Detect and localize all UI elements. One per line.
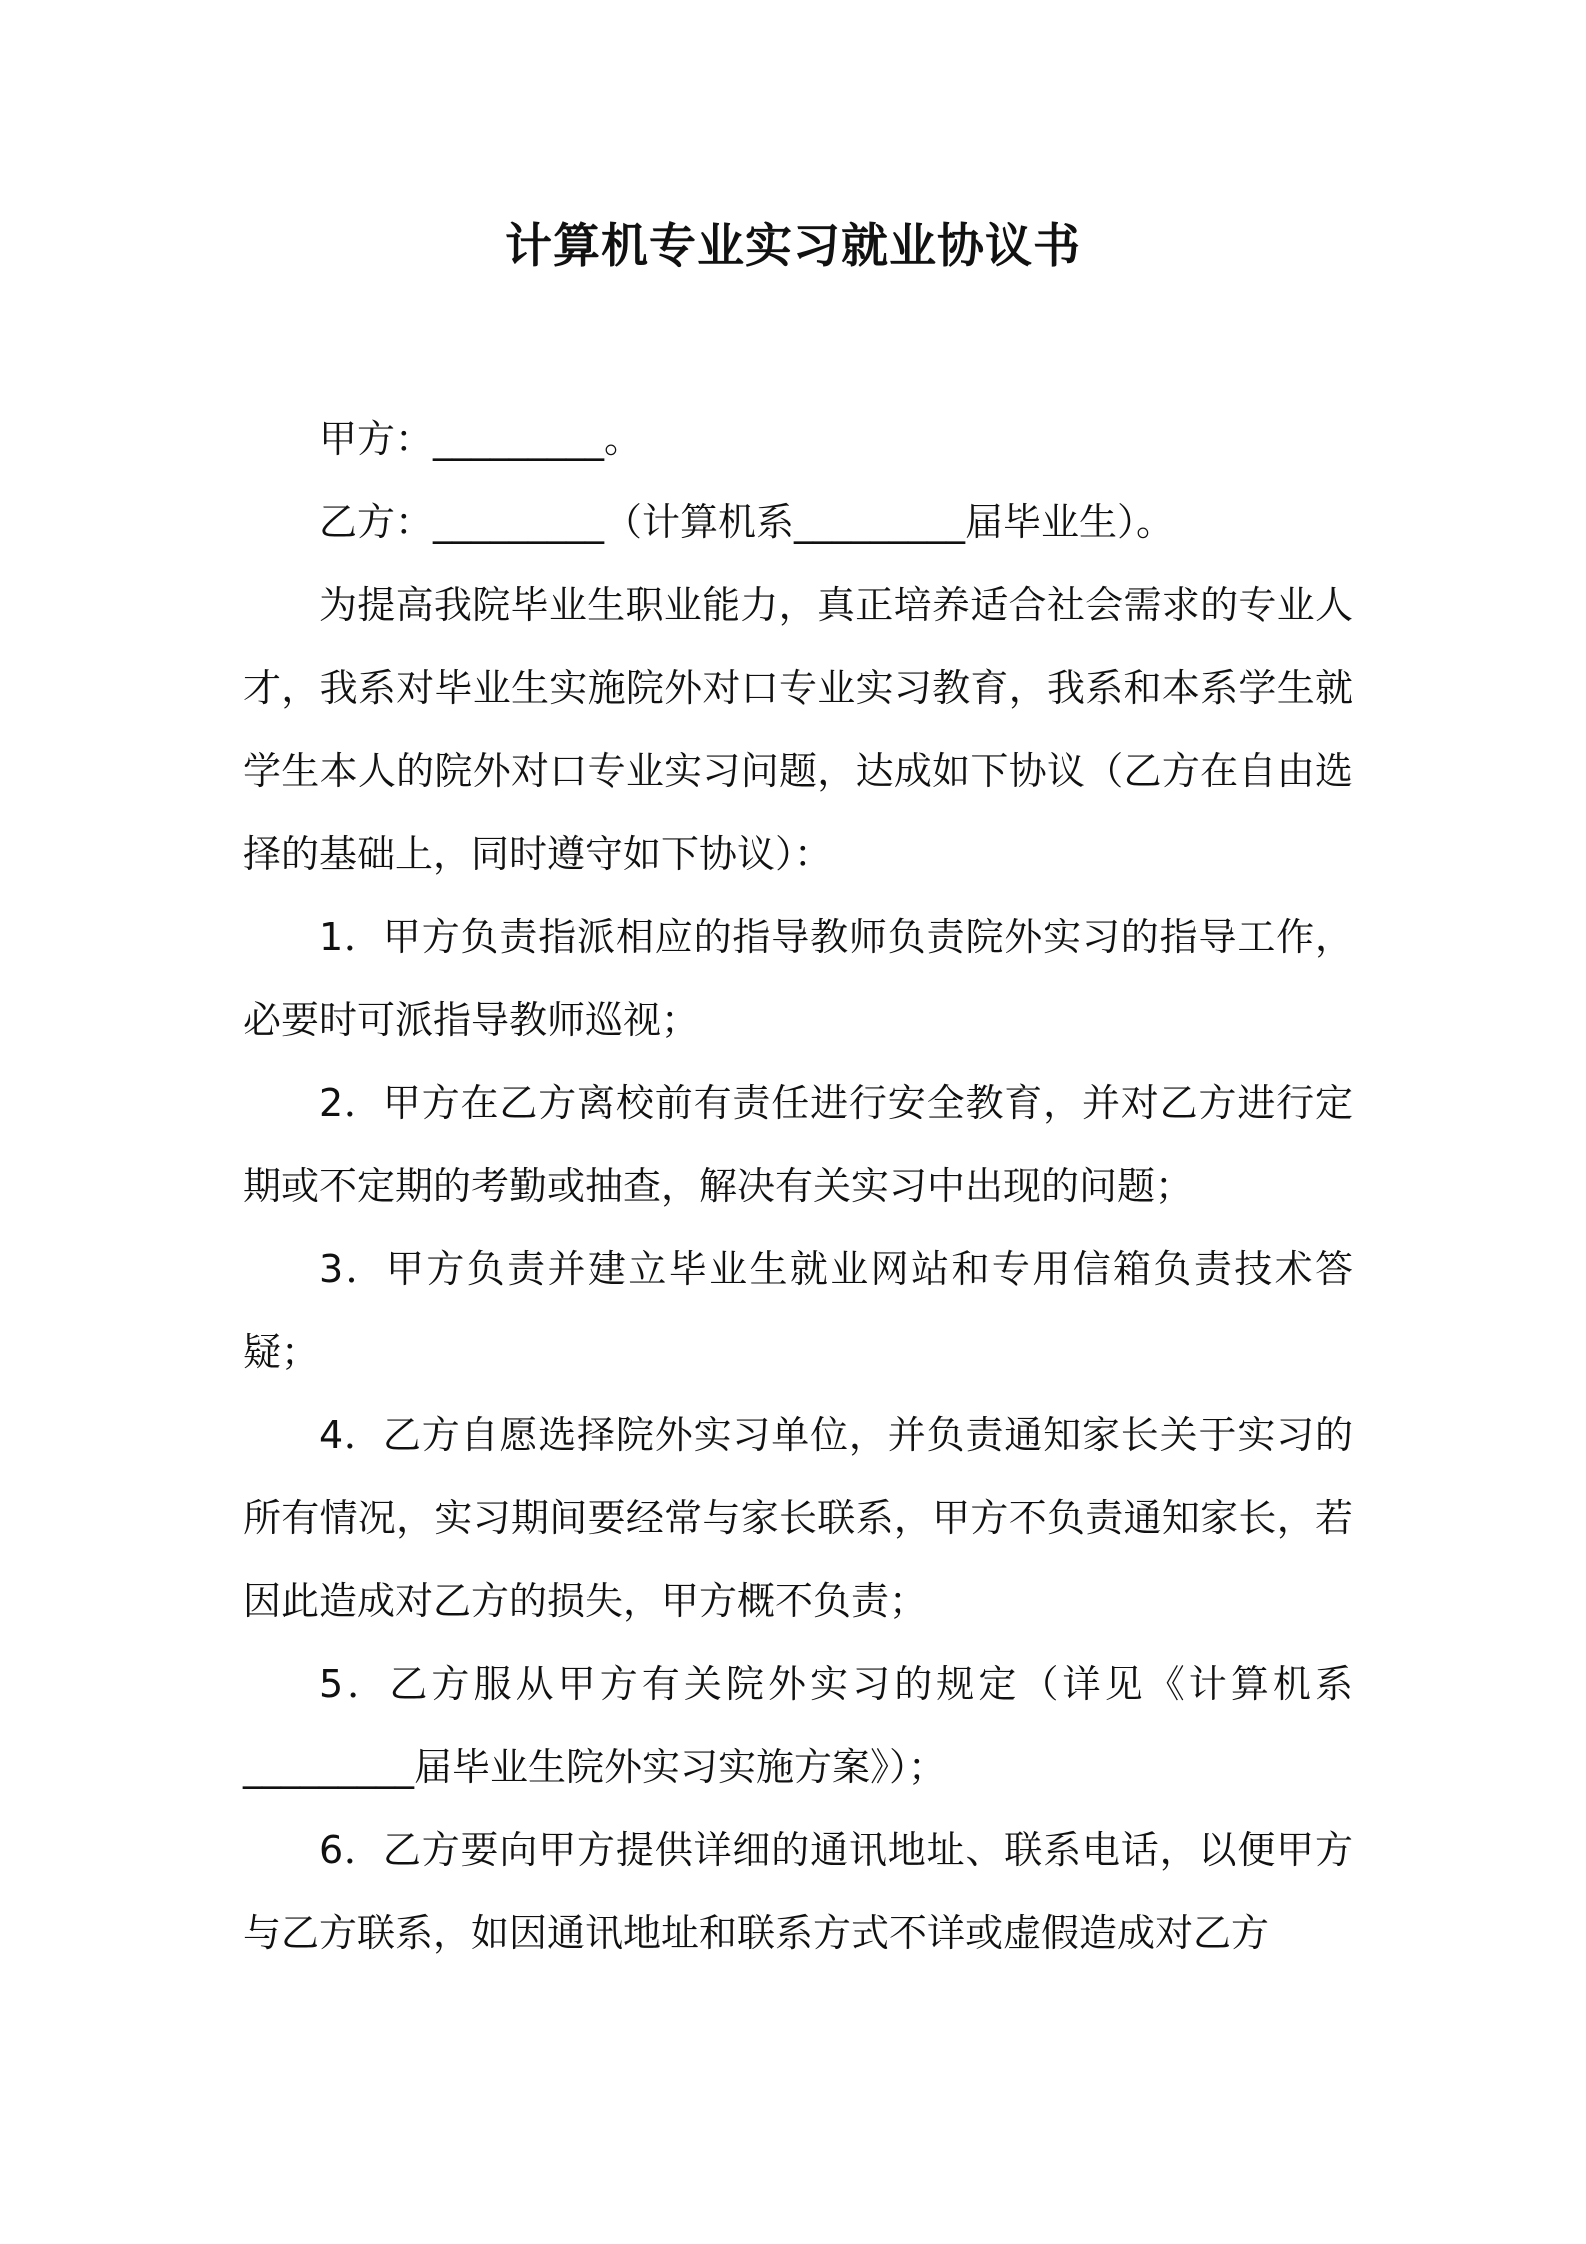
clause-1: 1．甲方负责指派相应的指导教师负责院外实习的指导工作，必要时可派指导教师巡视； [243, 915, 1353, 1042]
clause-3: 3．甲方负责并建立毕业生就业网站和专用信箱负责技术答疑； [243, 1247, 1353, 1374]
party-a-line: 甲方：_________。 [319, 417, 643, 461]
preamble-paragraph: 为提高我院毕业生职业能力，真正培养适合社会需求的专业人才，我系对毕业生实施院外对口专业实习教育，我系和本系学生就学生本人的院外对口专业实习问题，达成如下协议（乙方在自由选择的基础上，同时遵守如下协议）： [243, 583, 1353, 876]
document-title: 计算机专业实习就业协议书 [505, 219, 1081, 274]
clause-6: 6．乙方要向甲方提供详细的通讯地址、联系电话，以便甲方与乙方联系，如因通讯地址和联系方式不详或虚假造成对乙方 [243, 1828, 1353, 1955]
clause-5: 5．乙方服从甲方有关院外实习的规定（详见《计算机系_________届毕业生院外实习实施方案》）； [243, 1662, 1353, 1789]
party-b-line: 乙方：_________（计算机系_________届毕业生）。 [319, 500, 1175, 544]
clause-2: 2．甲方在乙方离校前有责任进行安全教育，并对乙方进行定期或不定期的考勤或抽查，解决有关实习中出现的问题； [243, 1081, 1353, 1208]
document-body [243, 398, 1353, 1975]
clause-4: 4．乙方自愿选择院外实习单位，并负责通知家长关于实习的所有情况，实习期间要经常与家长联系，甲方不负责通知家长，若因此造成对乙方的损失，甲方概不负责； [243, 1413, 1353, 1623]
